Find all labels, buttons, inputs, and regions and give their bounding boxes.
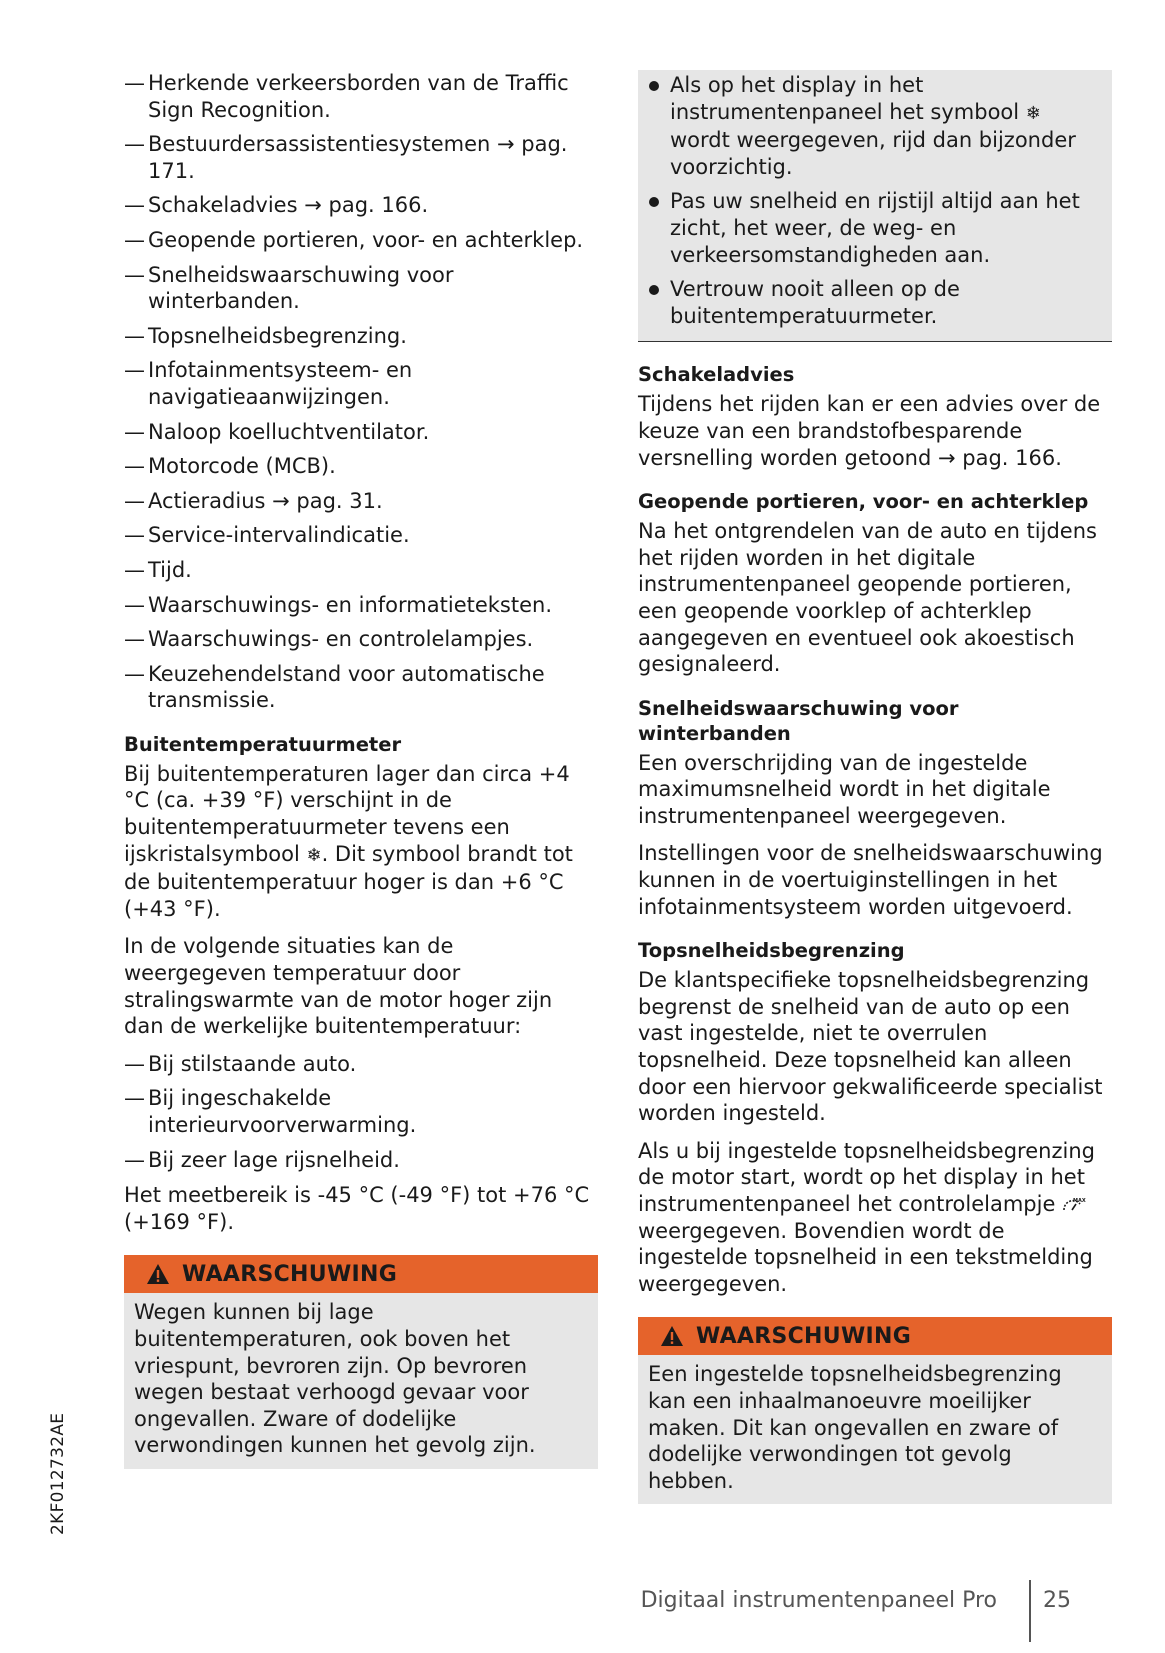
list-item: — Service-intervalindicatie. bbox=[124, 522, 598, 549]
text: weergegeven. Bovendien wordt de ingestelde topsnelheid in een tekstmelding weergegeven. bbox=[638, 1218, 1093, 1296]
list-item: — Topsnelheidsbegrenzing. bbox=[124, 323, 598, 350]
footer-chapter-title: Digitaal instrumentenpaneel Pro bbox=[640, 1588, 997, 1613]
warning-body bbox=[638, 1355, 1112, 1504]
snowflake-icon: ❄ bbox=[306, 844, 322, 866]
heading-schakeladvies: Schakeladvies bbox=[638, 363, 795, 387]
warning-header bbox=[638, 1317, 1112, 1355]
text: Bij buitentemperaturen lager dan circa +4 °C (ca. +39 °F) verschijnt in de buitentemperatuurmeter tevens een ijskristalsymbool bbox=[124, 761, 570, 866]
text: Als op het display in het instrumentenpaneel het symbool bbox=[670, 73, 1026, 124]
paragraph: Tijdens het rijden kan er een advies over de keuze van een brandstofbesparende versnelling worden getoond → pag. 166. bbox=[638, 392, 1101, 470]
paragraph: Na het ontgrendelen van de auto en tijdens het rijden worden in het digitale instrumentenpaneel geopende portieren, een geopende voorklep of achterklep aangegeven en eventueel ook akoestisch gesignaleerd. bbox=[638, 519, 1097, 677]
heading-buitentemperatuurmeter: Buitentemperatuurmeter bbox=[124, 732, 402, 756]
note-box bbox=[638, 70, 1112, 342]
svg-text:MAX: MAX bbox=[1073, 1198, 1086, 1204]
list-item: — Motorcode (MCB). bbox=[124, 453, 598, 480]
heading-topsnelheid: Topsnelheidsbegrenzing bbox=[638, 939, 905, 963]
display-items-list bbox=[124, 70, 598, 714]
note-bullets bbox=[646, 72, 1104, 329]
warning-text: Wegen kunnen bij lage buitentemperaturen, ook boven het vriespunt, bevroren zijn. Op bevroren wegen bestaat verhoogd gevaar voor ongevallen. Zware of dodelijke verwondingen kunnen het gevolg zijn. bbox=[134, 1300, 536, 1458]
list-item: Vertrouw nooit alleen op de buitentemperatuurmeter. bbox=[646, 276, 1104, 329]
list-item: Pas uw snelheid en rijstijl altijd aan het zicht, het weer, de weg- en verkeersomstandigheden aan. bbox=[646, 188, 1104, 268]
list-item bbox=[646, 72, 1104, 180]
footer-divider bbox=[1029, 1580, 1031, 1642]
page-number: 25 bbox=[1043, 1588, 1071, 1613]
warning-box bbox=[638, 1317, 1112, 1504]
list-item: — Tijd. bbox=[124, 557, 598, 584]
warning-header bbox=[124, 1255, 598, 1293]
snowflake-icon: ❄ bbox=[1025, 102, 1041, 124]
list-item: — Infotainmentsysteem- en navigatieaanwijzingen. bbox=[124, 357, 598, 410]
list-item: — Herkende verkeersborden van de Traffic Sign Recognition. bbox=[124, 70, 598, 123]
text: . Dit symbool brandt tot de buitentemperatuur hoger is dan +6 °C (+43 °F). bbox=[124, 841, 573, 921]
warning-box bbox=[124, 1255, 598, 1469]
text: Als u bij ingestelde topsnelheidsbegrenzing de motor start, wordt op het display in het instrumentenpaneel het controlelampje bbox=[638, 1138, 1095, 1216]
list-item: — Actieradius → pag. 31. bbox=[124, 488, 598, 515]
warning-triangle-icon bbox=[146, 1263, 170, 1285]
list-item: — Snelheidswaarschuwing voor winterbanden. bbox=[124, 262, 598, 315]
list-item: — Waarschuwings- en controlelampjes. bbox=[124, 626, 598, 653]
list-item: — Schakeladvies → pag. 166. bbox=[124, 192, 598, 219]
warning-text: Een ingestelde topsnelheidsbegrenzing kan een inhaalmanoeuvre moeilijker maken. Dit kan ongevallen en zware of dodelijke verwondingen tot gevolg hebben. bbox=[648, 1362, 1062, 1493]
warning-triangle-icon bbox=[660, 1325, 684, 1347]
list-item: — Bij ingeschakelde interieurvoorverwarming. bbox=[124, 1085, 598, 1138]
speed-limiter-icon bbox=[1062, 1196, 1084, 1212]
paragraph: Het meetbereik is -45 °C (-49 °F) tot +76 °C (+169 °F). bbox=[124, 1183, 590, 1234]
paragraph bbox=[638, 1138, 1112, 1298]
heading-winterbanden: Snelheidswaarschuwing voor winterbanden bbox=[638, 696, 959, 745]
list-item: — Bij stilstaande auto. bbox=[124, 1051, 598, 1078]
paragraph: In de volgende situaties kan de weergegeven temperatuur door stralingswarmte van de motor hoger zijn dan de werkelijke buitentemperatuur: bbox=[124, 934, 553, 1039]
list-item: — Geopende portieren, voor- en achterklep. bbox=[124, 227, 598, 254]
left-column bbox=[124, 70, 598, 1469]
paragraph: Instellingen voor de snelheidswaarschuwing kunnen in de voertuiginstellingen in het infotainmentsysteem worden uitgevoerd. bbox=[638, 841, 1103, 919]
text: wordt weergegeven, rijd dan bijzonder voorzichtig. bbox=[670, 128, 1076, 179]
list-item: — Bestuurdersassistentiesystemen → pag. 171. bbox=[124, 131, 598, 184]
paragraph: Een overschrijding van de ingestelde maximumsnelheid wordt in het digitale instrumentenpaneel weergegeven. bbox=[638, 750, 1051, 828]
right-column bbox=[638, 70, 1112, 1504]
list-item: — Bij zeer lage rijsnelheid. bbox=[124, 1147, 598, 1174]
situations-list bbox=[124, 1051, 598, 1173]
list-item: — Waarschuwings- en informatieteksten. bbox=[124, 592, 598, 619]
warning-title: WAARSCHUWING bbox=[696, 1323, 912, 1349]
list-item: — Keuzehendelstand voor automatische transmissie. bbox=[124, 661, 598, 714]
warning-body bbox=[124, 1293, 598, 1469]
document-code: 2KF012732AE bbox=[48, 1412, 68, 1535]
paragraph: De klantspecifieke topsnelheidsbegrenzing begrenst de snelheid van de auto op een vast ingestelde, niet te overrulen topsnelheid. Deze topsnelheid kan alleen door een hiervoor gekwalificeerde specialist worden ingesteld. bbox=[638, 968, 1103, 1126]
paragraph bbox=[124, 761, 598, 923]
warning-title: WAARSCHUWING bbox=[182, 1261, 398, 1287]
heading-portieren: Geopende portieren, voor- en achterklep bbox=[638, 490, 1089, 514]
list-item: — Naloop koelluchtventilator. bbox=[124, 419, 598, 446]
